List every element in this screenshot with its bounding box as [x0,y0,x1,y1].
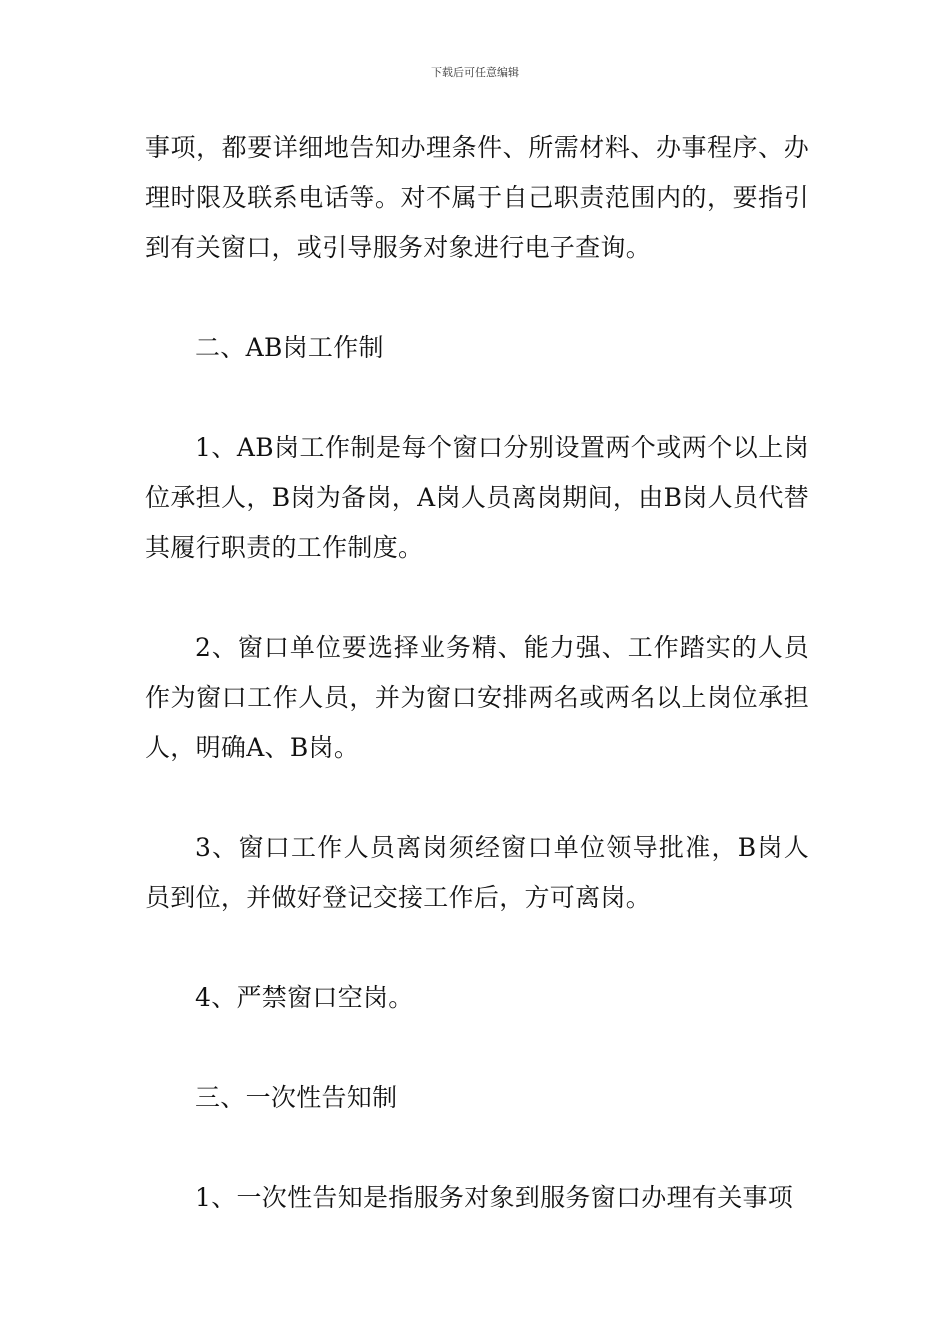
page-header-note: 下载后可任意编辑 [431,66,519,79]
paragraph-ab-2: 2、窗口单位要选择业务精、能力强、工作踏实的人员作为窗口工作人员，并为窗口安排两名或两名以上岗位承担人，明确A、B岗。 [145,633,809,762]
section-heading-one-time-notice: 三、一次性告知制 [195,1083,398,1112]
paragraph-ab-4: 4、严禁窗口空岗。 [195,983,414,1012]
paragraph-notice-1: 1、一次性告知是指服务对象到服务窗口办理有关事项 [195,1183,794,1212]
document-body [145,123,809,1223]
paragraph-ab-3: 3、窗口工作人员离岗须经窗口单位领导批准，B岗人员到位，并做好登记交接工作后，方可离岗。 [145,833,809,912]
section-heading-ab-post: 二、AB岗工作制 [195,333,384,362]
paragraph-ab-1: 1、AB岗工作制是每个窗口分别设置两个或两个以上岗位承担人，B岗为备岗，A岗人员离岗期间，由B岗人员代替其履行职责的工作制度。 [145,433,809,562]
paragraph-continuation: 事项，都要详细地告知办理条件、所需材料、办事程序、办理时限及联系电话等。对不属于自己职责范围内的，要指引到有关窗口，或引导服务对象进行电子查询。 [145,133,809,262]
